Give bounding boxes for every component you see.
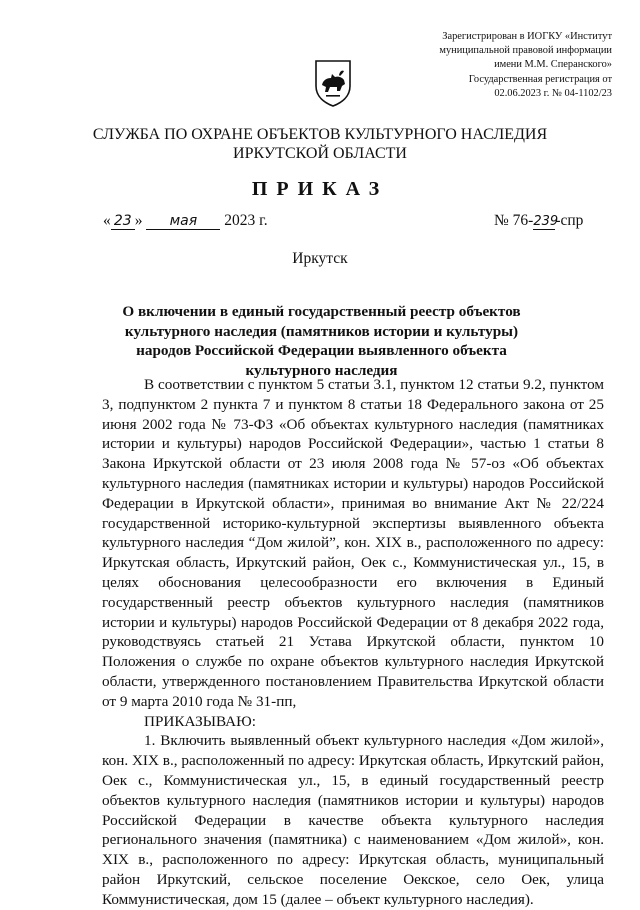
document-type-heading: ПРИКАЗ [251, 178, 389, 200]
number-prefix: № 76- [494, 212, 534, 229]
number-handwritten: 239 [533, 214, 559, 229]
order-item-1: 1. Включить выявленный объект культурного наследия «Дом жилой», кон. XIX в., расположенный по адресу: Иркутская область, Иркутский район, Оек с., Коммунистическая ул., 15, в единый государственный реестр объектов культурного наследия (памятников истории и культуры) народов Российской Федерации в качестве объекта культурного наследия регионального значения (памятника) с наименованием «Дом жилой», кон. XIX в., расположенного по адресу: Иркутская область, муниципальный район Иркутский, сельское поселение Оекское, село Оек, улица Коммунистическая, дом 15 (далее – объект культурного наследия). [102, 732, 604, 908]
registration-line: Государственная регистрация от [468, 73, 612, 85]
date-year: 2023 г. [224, 212, 268, 229]
preamble-paragraph: В соответствии с пунктом 5 статьи 3.1, пунктом 12 статьи 9.2, пунктом 3, подпунктом 2 пункта 7 и пунктом 8 статьи 18 Федерального закона от 25 июня 2002 года № 73-ФЗ «Об объектах культурного наследия (памятниках истории и культуры) народов Российской Федерации», частью 1 статьи 8 Закона Иркутской области от 23 июля 2008 года № 57-оз «Об объектах культурного наследия (памятниках истории и культуры) народов Российской Федерации в Иркутской области», принимая во внимание Акт № 22/224 государственной историко-культурной экспертизы выявленного объекта культурного наследия “Дом жилой”, кон. XIX в., расположенного по адресу: Иркутская область, Иркутский район, Оек с., Коммунистическая ул., 15, в целях обоснования целесообразности его включения в Единый государственный реестр объектов культурного наследия (памятников истории и культуры) народов Российской Федерации от 8 декабря 2022 года, руководствуясь статьей 21 Устава Иркутской области, пунктом 10 Положения о службе по охране объектов культурного наследия Иркутской области, утвержденного постановлением Правительства Иркутской области от 9 марта 2010 года № 31-пп, [102, 376, 604, 710]
registration-line: имени М.М. Сперанского» [494, 59, 612, 71]
document-date [103, 212, 268, 230]
document-number [494, 212, 583, 230]
organization-name-line2: ИРКУТСКОЙ ОБЛАСТИ [233, 145, 407, 162]
registration-line: 02.06.2023 г. № 04-1102/23 [494, 87, 612, 99]
number-suffix: -спр [555, 212, 584, 229]
registration-line: муниципальной правовой информации [439, 45, 612, 57]
date-open-quote: « [103, 212, 111, 229]
registration-stamp [408, 30, 612, 101]
registration-line: Зарегистрирован в ИОГКУ «Институт [442, 31, 612, 42]
order-word: ПРИКАЗЫВАЮ: [144, 712, 256, 730]
date-month: мая [146, 213, 220, 230]
date-day: 23 [111, 213, 135, 230]
irkutsk-coat-of-arms-icon [313, 58, 353, 108]
document-title: О включении в единый государственный реестр объектов культурного наследия (памятников истории и культуры) народов Российской Федерации выявленного объекта культурного наследия [122, 303, 521, 379]
organization-name [0, 125, 640, 163]
organization-name-line1: СЛУЖБА ПО ОХРАНЕ ОБЪЕКТОВ КУЛЬТУРНОГО НАСЛЕДИЯ [92, 126, 548, 143]
city: Иркутск [292, 250, 348, 267]
document-body [102, 375, 604, 910]
date-close-quote: » [134, 212, 143, 229]
